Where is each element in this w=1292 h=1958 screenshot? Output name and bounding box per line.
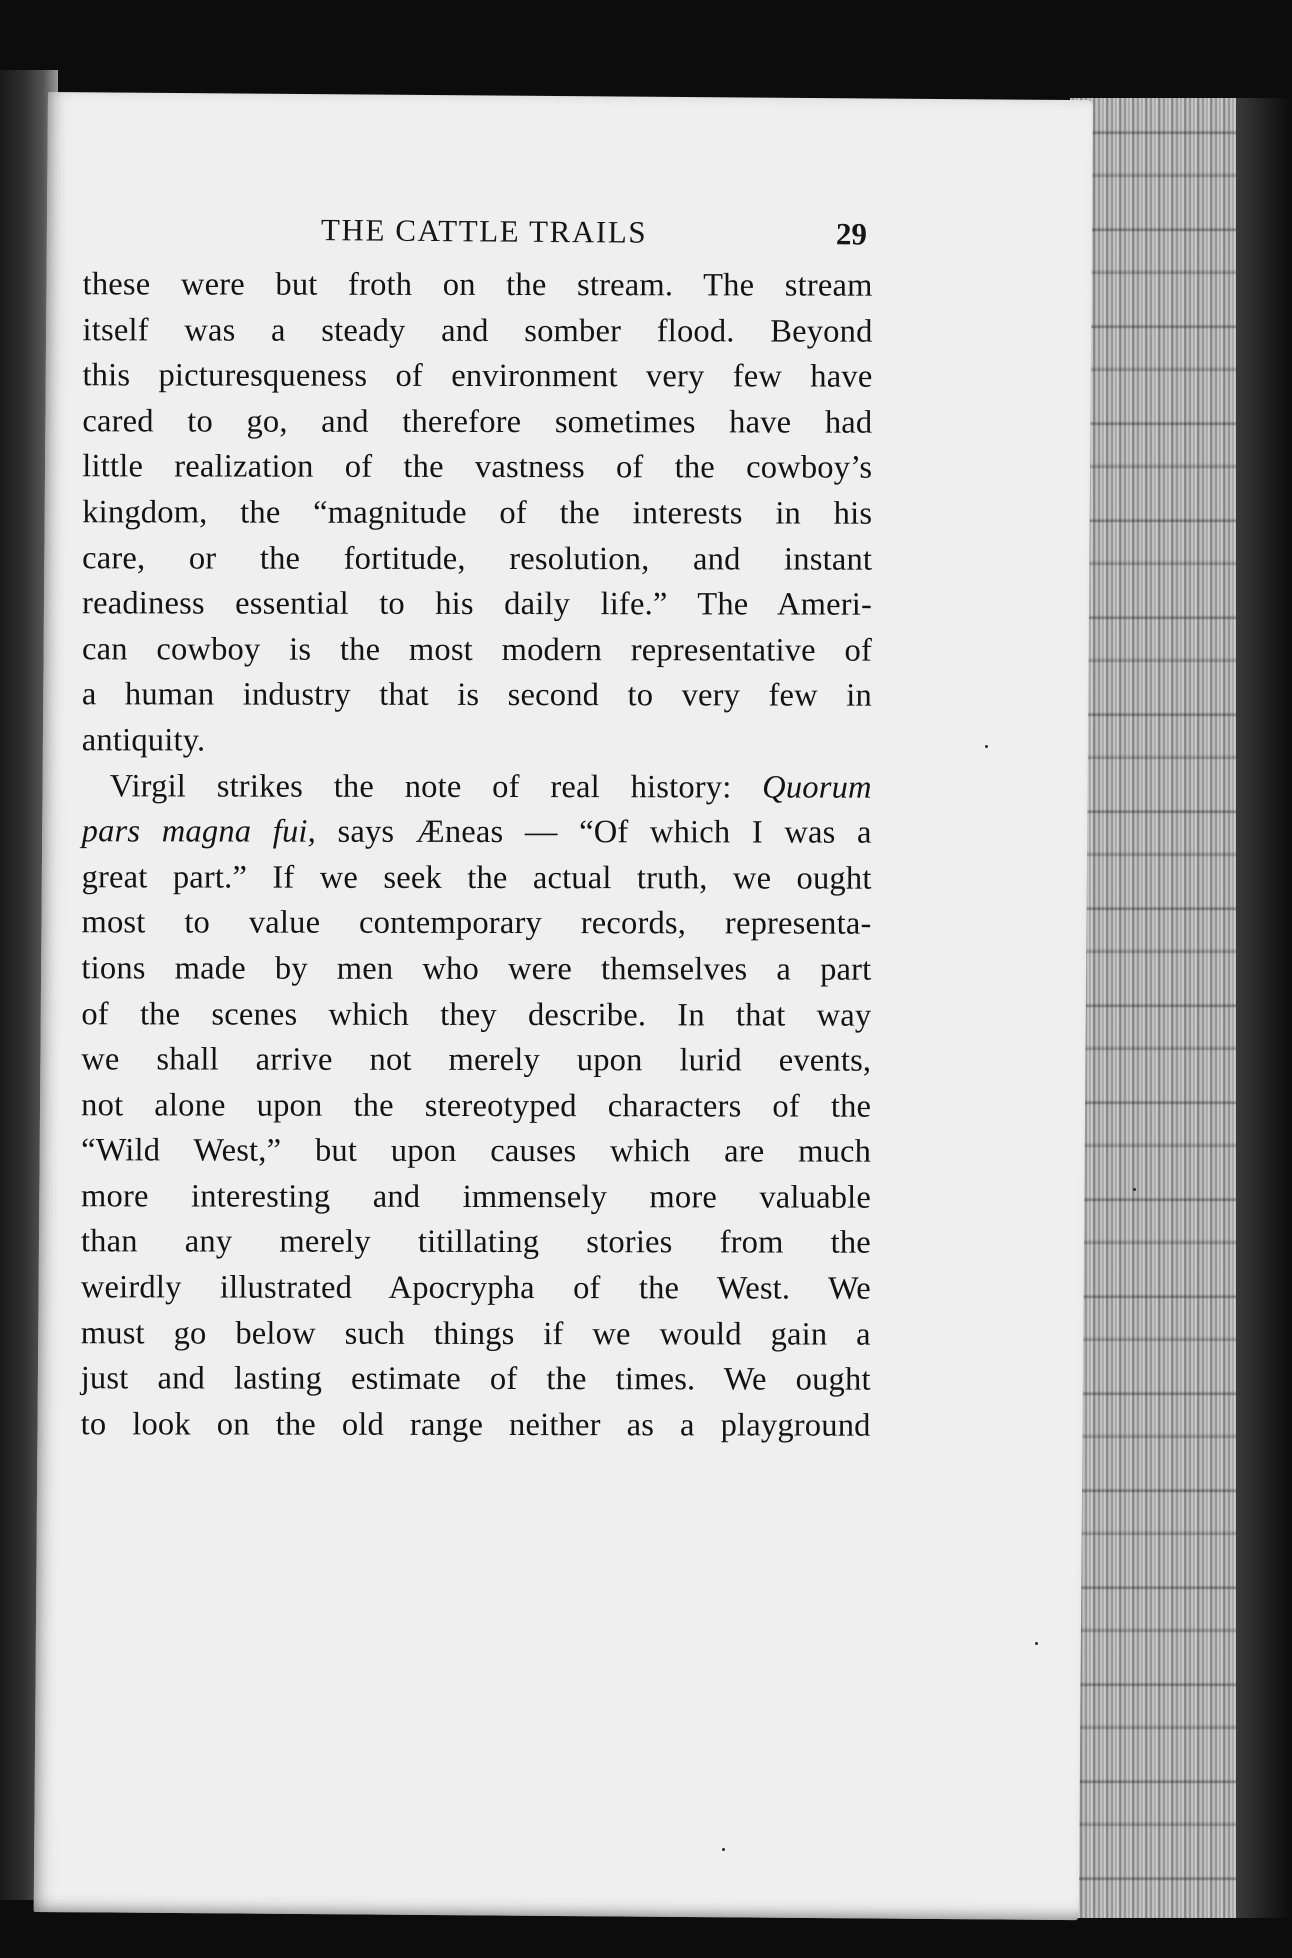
text-run: says Æneas — “Of which I was a — [315, 813, 872, 851]
text-line: weirdly illustrated Apocrypha of the West. We — [80, 1269, 871, 1307]
scan-speck — [1035, 1642, 1038, 1645]
running-title: THE CATTLE TRAILS — [320, 212, 648, 250]
text-line: antiquity. — [81, 722, 206, 759]
paragraph-1 — [82, 262, 873, 765]
page-edges — [1070, 98, 1240, 1918]
text-line: “Wild West,” but upon causes which are much — [81, 1132, 872, 1170]
text-line: just and lasting estimate of the times. We ought — [80, 1360, 871, 1398]
text-line: these were but froth on the stream. The stream — [82, 266, 873, 304]
text-line: can cowboy is the most modern representative of — [81, 631, 873, 669]
text-line: not alone upon the stereotyped characters of the — [81, 1086, 872, 1125]
text-line: this picturesqueness of environment very few have — [82, 357, 873, 395]
text-line: more interesting and immensely more valuable — [81, 1178, 872, 1216]
text-line: little realization of the vastness of the cowboy’s — [82, 448, 873, 487]
body-text — [81, 262, 873, 1449]
text-line: care, or the fortitude, resolution, and instant — [82, 539, 873, 578]
text-line: must go below such things if we would gain a — [80, 1314, 871, 1353]
text-line: we shall arrive not merely upon lurid events, — [81, 1041, 872, 1079]
scan-speck — [985, 745, 988, 748]
text-line: tions made by men who were themselves a part — [81, 950, 872, 988]
paragraph-2 — [81, 764, 872, 1449]
text-line: kingdom, the “magnitude of the interests in his — [82, 494, 873, 532]
text-line: of the scenes which they describe. In that way — [81, 995, 872, 1034]
text-line: most to value contemporary records, representa- — [81, 904, 872, 942]
book-page — [34, 92, 1093, 1920]
text-line: a human industry that is second to very few in — [81, 676, 872, 714]
running-head — [83, 210, 893, 266]
edge-shadow — [1236, 98, 1292, 1918]
text-line — [82, 809, 872, 856]
text-line: readiness essential to his daily life.” The Ameri- — [82, 585, 873, 623]
text-line: cared to go, and therefore sometimes have had — [82, 403, 873, 441]
text-run: Virgil strikes the note of real history: — [109, 767, 763, 805]
text-line: great part.” If we seek the actual truth, we ought — [81, 858, 872, 897]
text-line: to look on the old range neither as a playground — [80, 1406, 871, 1444]
page-number: 29 — [835, 216, 868, 252]
latin-quote: Quorum — [762, 768, 872, 806]
text-line — [82, 764, 872, 811]
text-line: than any merely titillating stories from the — [80, 1223, 871, 1262]
latin-quote: pars magna fui, — [81, 813, 317, 850]
text-line: itself was a steady and somber flood. Beyond — [82, 311, 873, 350]
scan-speck — [722, 1848, 725, 1851]
scan-speck — [1133, 1188, 1136, 1191]
